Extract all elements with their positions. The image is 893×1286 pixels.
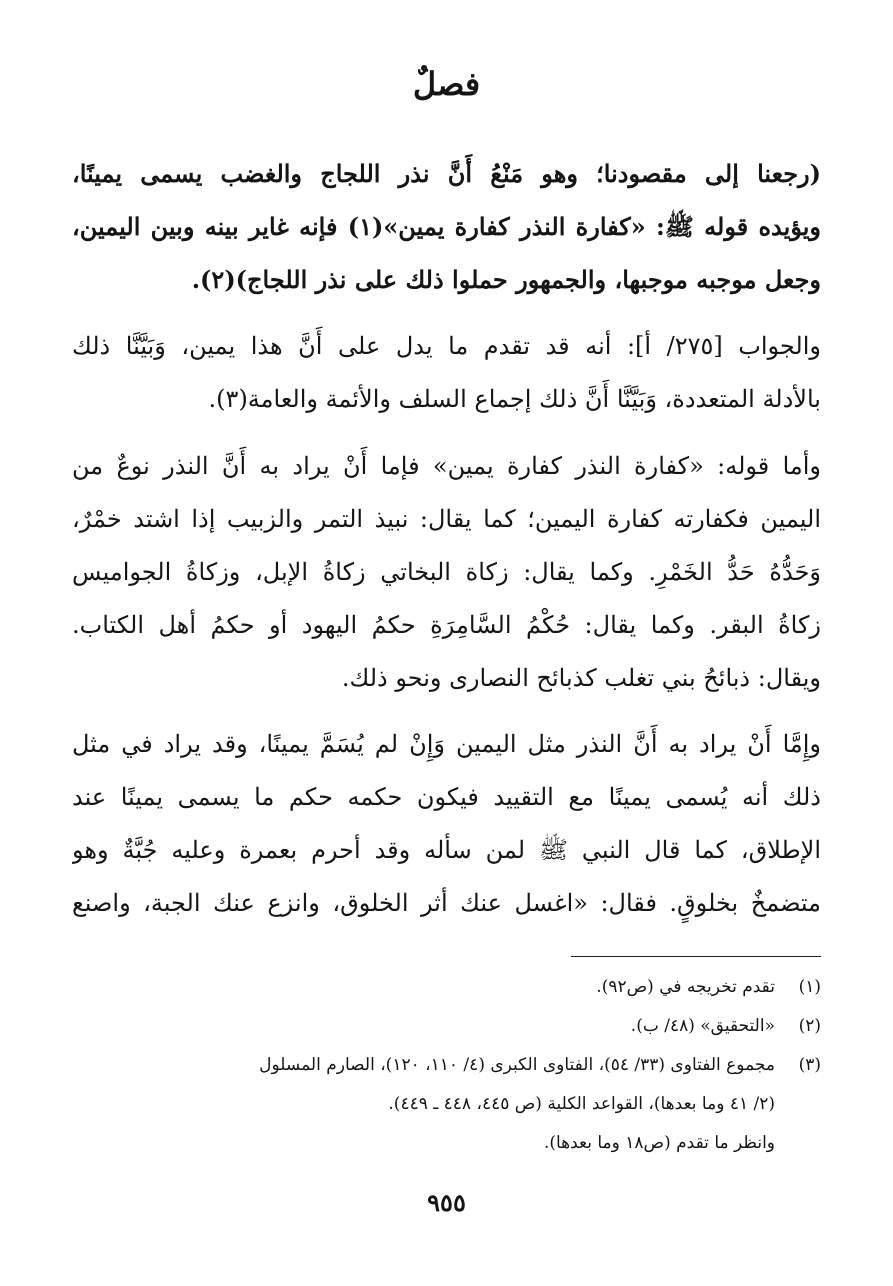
footnotes [60,968,821,1163]
footnote-3-continued [60,1124,821,1163]
paragraph-line: ويقال: ذبائحُ بني تغلب كذبائح النصارى ونحو ذلك. [341,664,821,692]
paragraph-line: الإطلاق، كما قال النبي ﷺ لمن سأله وقد أحرم بعمرة وعليه جُبَّةٌ وهو [72,836,821,864]
footnote-number: (٢) [798,1016,821,1036]
footnote-text: مجموع الفتاوى (٣٣/ ٥٤)، الفتاوى الكبرى (٤/ ١١٠، ١٢٠)، الصارم المسلول [259,1055,775,1075]
footnote-text: وانظر ما تقدم (ص١٨ وما بعدها). [543,1133,775,1153]
paragraph-line: والجواب [٢٧٥/ أ]: أنه قد تقدم ما يدل على أَنَّ هذا يمين، وَبَيَّنَّا ذلك [72,332,821,360]
paragraph-line: ويؤيده قوله ﷺ: «كفارة النذر كفارة يمين»(١) فإنه غاير بينه وبين اليمين، [72,212,821,241]
footnote-3-continued [60,1085,821,1124]
footnote-text: «التحقيق» (٤٨/ ب). [630,1016,775,1036]
paragraph-4 [72,718,821,930]
paragraph-line: وجعل موجبه موجبها، والجمهور حملوا ذلك على نذر اللجاج)(٢). [191,265,821,294]
paragraph-line: وأما قوله: «كفارة النذر كفارة يمين» فإما أَنْ يراد به أَنَّ النذر نوعٌ من [72,452,821,480]
footnote-number: (٣) [798,1055,821,1075]
paragraph-3 [72,440,821,705]
footnote-2 [60,1007,821,1046]
page-number: ٩٥٥ [427,1188,466,1217]
footnote-1 [60,968,821,1007]
footnote-3 [60,1046,821,1085]
paragraph-line: وإِمَّا أَنْ يراد به أَنَّ النذر مثل اليمين وَإِنْ لم يُسَمَّ يمينًا، وقد يراد في مثل [72,730,821,758]
paragraph-line: (رجعنا إلى مقصودنا؛ وهو مَنْعُ أَنَّ نذر اللجاج والغضب يسمى يمينًا، [72,159,821,188]
paragraph-line: بالأدلة المتعددة، وَبَيَّنَّا أَنَّ ذلك إجماع السلف والأئمة والعامة(٣). [208,385,821,413]
paragraph-line: زكاةُ البقر. وكما يقال: حُكْمُ السَّامِرَةِ حكمُ اليهود أو حكمُ أهل الكتاب. [72,611,821,639]
footnote-separator [571,956,821,957]
paragraph-line: اليمين فكفارته كفارة اليمين؛ كما يقال: نبيذ التمر والزبيب إذا اشتد خمْرٌ، [72,505,821,533]
paragraph-1 [72,147,821,306]
footnote-text: تقدم تخريجه في (ص٩٢). [596,977,775,997]
footnote-number: (١) [798,977,821,997]
paragraph-line: وَحَدُّهُ حَدُّ الخَمْرِ. وكما يقال: زكاة البخاتي زكاةُ الإبل، وزكاةُ الجواميس [72,558,821,586]
paragraph-line: ذلك أنه يُسمى يمينًا مع التقييد فيكون حكمه حكم ما يسمى يمينًا عند [72,783,821,811]
section-title: فصلٌ [412,65,481,103]
paragraph-line: متضمخٌ بخلوقٍ. فقال: «اغسل عنك أثر الخلوق، وانزع عنك الجبة، واصنع [72,889,821,917]
footnote-text: (٢/ ٤١ وما بعدها)، القواعد الكلية (ص ٤٤٥، ٤٤٨ ـ ٤٤٩). [388,1094,775,1114]
paragraph-2 [72,320,821,426]
